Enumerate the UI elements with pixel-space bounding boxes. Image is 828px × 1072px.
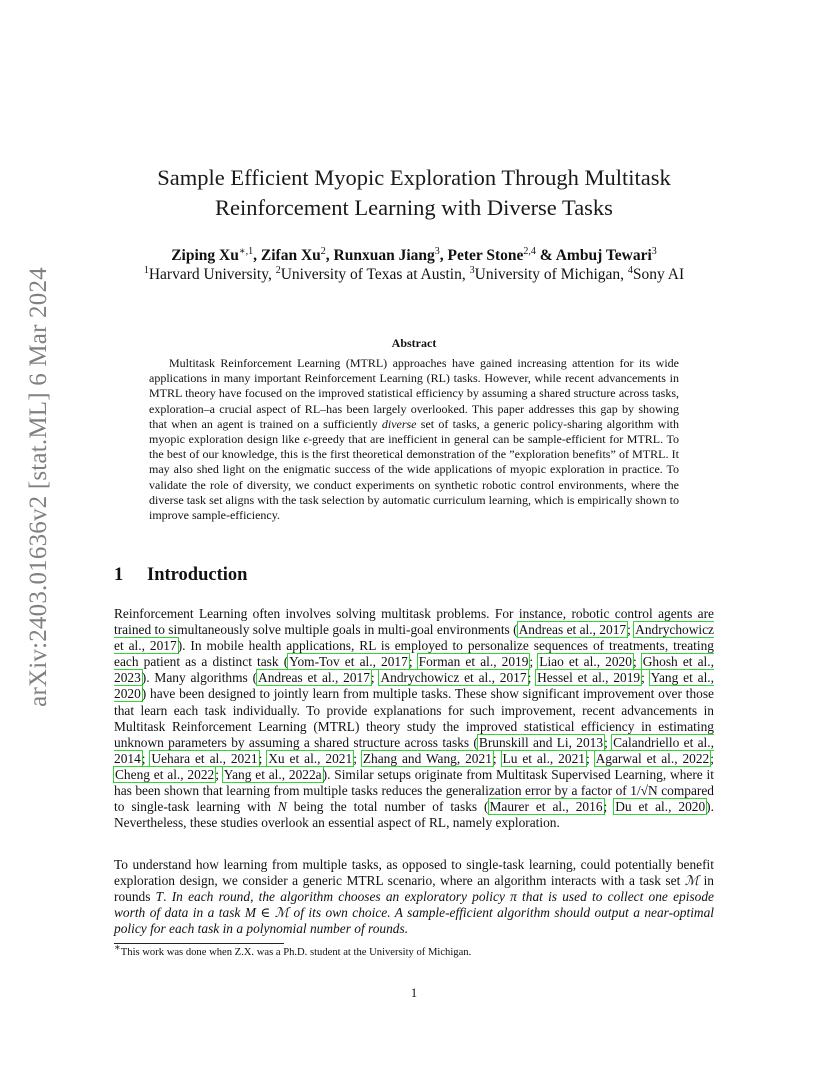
citation-link[interactable]: Yom-Tov et al., 2017	[289, 654, 408, 670]
citation-separator: ;	[632, 654, 642, 670]
citation-separator: ;	[603, 799, 615, 815]
citation-separator: ;	[258, 750, 268, 766]
affiliation-name: Sony AI	[632, 266, 685, 283]
author-affiliation-mark: ∗,1	[238, 245, 254, 257]
page-number: 1	[410, 986, 418, 1000]
math-inline: 1/√N	[630, 783, 658, 799]
author-separator: ,	[253, 247, 261, 264]
author-name: Ambuj Tewari	[555, 247, 652, 264]
citation-link[interactable]: Forman et al., 2019	[418, 654, 529, 670]
abstract-emphasis: diverse	[381, 416, 417, 431]
citation-separator: ;	[353, 750, 362, 766]
body-text: Reinforcement Learning often involves solving multitask problems. For instance, robotic control agents are trained to simultaneously solve multiple goals in multi-goal environments (	[114, 606, 714, 638]
affiliation-name: Harvard University	[148, 266, 268, 283]
intro-paragraph-1	[114, 606, 714, 831]
citation-separator: ;	[585, 750, 595, 766]
citation-link[interactable]: Andrychowicz et al., 2017	[380, 670, 527, 686]
math-inline: ℳ	[684, 873, 700, 889]
abstract-body	[149, 356, 679, 523]
citation-separator: ;	[641, 670, 650, 686]
citation-link[interactable]: Andreas et al., 2017	[258, 670, 370, 686]
citation-link[interactable]: Andreas et al., 2017	[518, 622, 627, 638]
citation-link[interactable]: Calandriello et al., 2014	[114, 734, 714, 766]
arxiv-identifier: arXiv:2403.01636v2 [stat.ML] 6 Mar 2024	[25, 267, 52, 707]
body-text: compared to single-task learning with	[114, 783, 714, 815]
footnote-rule	[114, 943, 284, 944]
section-title: Introduction	[147, 565, 248, 585]
citation-link[interactable]: Andrychowicz et al., 2017	[114, 622, 714, 654]
citation-link[interactable]: Uehara et al., 2021	[151, 750, 258, 766]
abstract-text: set of tasks, a generic policy-sharing algorithm with myopic exploration design like	[149, 416, 679, 447]
body-text: ). Nevertheless, these studies overlook an essential aspect of RL, namely exploration.	[114, 799, 714, 831]
author-affiliation-mark: 2	[320, 245, 326, 257]
body-text: being the total number of tasks (	[286, 799, 489, 815]
affiliation-separator: ,	[461, 266, 470, 283]
body-text: ). Many algorithms (	[141, 670, 258, 686]
citation-link[interactable]: Hessel et al., 2019	[537, 670, 641, 686]
footnote	[114, 942, 472, 958]
affiliation-separator: ,	[620, 266, 628, 283]
citation-link[interactable]: Agarwal et al., 2022	[595, 750, 710, 766]
citation-separator: ;	[408, 654, 418, 670]
body-text: ). In mobile health applications, RL is employed to personalize sequences of treatments, treating each patient as a distinct task (	[114, 638, 714, 670]
author-name: Ziping Xu	[171, 247, 239, 264]
body-text: ) have been designed to jointly learn from multiple tasks. These show significant improvement over those that learn each task individually. To provide explanations for such improvement, recent advancements in Multitask Reinforcement Learning (MTRL) theory study the improved statistical efficiency in estimating unknown parameters by assuming a shared structure across tasks (	[114, 686, 714, 750]
intro-paragraph-2	[114, 857, 714, 937]
citation-separator: ;	[141, 750, 151, 766]
author-separator: ,	[439, 247, 448, 264]
footnote-text: This work was done when Z.X. was a Ph.D. student at the University of Michigan.	[120, 947, 472, 958]
affiliation-separator: ,	[267, 266, 276, 283]
citation-link[interactable]: Yang et al., 2022a	[223, 766, 322, 782]
body-text: .	[163, 889, 172, 905]
citation-link[interactable]: Brunskill and Li, 2013	[478, 734, 604, 750]
abstract-math-epsilon: ϵ	[303, 432, 309, 447]
author-separator: ,	[325, 247, 334, 264]
citation-link[interactable]: Maurer et al., 2016	[489, 799, 603, 815]
citation-link[interactable]: Liao et al., 2020	[539, 654, 632, 670]
abstract-text: -greedy that are inefficient in general can be sample-efficient for MTRL. To the best of our knowledge, this is the first theoretical demonstration of the ”exploration benefits” of MTRL. It may also shed light on the enigmatic success of the wide applications of myopic exploration in practice. To validate the role of diversity, we conduct experiments on synthetic robotic control environments, where the diverse task set aligns with the task selection by automatic curriculum learning, which is empirically shown to improve sample-efficiency.	[149, 432, 679, 523]
citation-separator: ;	[215, 766, 223, 782]
footnote-mark: ∗	[114, 942, 121, 954]
abstract-text: Multitask Reinforcement Learning (MTRL) approaches have gained increasing attention for its wide applications in many important Reinforcement Learning (RL) tasks. However, while recent advancements in MTRL theory have focused on the improved statistical efficiency by assuming a shared structure across tasks, exploration–a crucial aspect of RL–has been largely overlooked. This paper addresses this gap by showing that when an agent is trained on a sufficiently	[149, 356, 679, 431]
citation-link[interactable]: Xu et al., 2021	[268, 750, 353, 766]
citation-separator: ;	[492, 750, 502, 766]
paper-title-line-1: Sample Efficient Myopic Exploration Through Multitask	[157, 165, 671, 190]
citation-link[interactable]: Zhang and Wang, 2021	[362, 750, 492, 766]
author-name: Runxuan Jiang	[333, 247, 435, 264]
body-text: To understand how learning from multiple tasks, as opposed to single-task learning, could potentially benefit exploration design, we consider a generic MTRL scenario, where an algorithm interacts with a task set	[114, 857, 714, 889]
body-text: ). Similar setups originate from Multitask Supervised Learning, where it has been shown that learning from multiple tasks reduces the generalization error by a factor of	[114, 766, 714, 799]
citation-separator: ;	[370, 670, 380, 686]
citation-separator: ;	[529, 654, 539, 670]
citation-link[interactable]: Cheng et al., 2022	[115, 766, 215, 782]
arxiv-sidebar-stamp	[22, 267, 56, 707]
author-separator: &	[535, 247, 556, 264]
author-affiliation-mark: 2,4	[523, 245, 536, 257]
citation-link[interactable]: Ghosh et al., 2023	[114, 654, 714, 686]
citation-link[interactable]: Du et al., 2020	[615, 799, 706, 815]
section-number: 1	[114, 565, 124, 585]
abstract-heading: Abstract	[391, 336, 437, 350]
affiliation-name: University of Michigan	[474, 266, 621, 283]
citation-separator: ;	[627, 622, 635, 638]
affiliation-mark: 1	[143, 264, 149, 276]
citation-link[interactable]: Lu et al., 2021	[502, 750, 585, 766]
section-heading-introduction	[114, 565, 247, 586]
author-affiliation-mark: 3	[434, 245, 440, 257]
italic-definition: In each round, the algorithm chooses an exploratory policy π that is used to collect one episode worth of data in a task M ∈ ℳ of its own choice. A sample-efficient algorithm should output a near-optimal policy for each task in a polynomial number of rounds.	[114, 889, 714, 937]
citation-link[interactable]: Yang et al., 2020	[114, 670, 714, 702]
paper-title-line-2: Reinforcement Learning with Diverse Tasks	[215, 195, 613, 220]
affiliation-mark: 3	[469, 264, 475, 276]
author-name: Peter Stone	[447, 247, 524, 264]
affiliation-name: University of Texas at Austin	[280, 266, 462, 283]
math-inline: N	[277, 799, 287, 815]
body-text: in rounds	[114, 873, 714, 905]
author-affiliation-mark: 3	[651, 245, 657, 257]
math-inline: T	[155, 889, 164, 905]
author-name: Zifan Xu	[260, 247, 321, 264]
affiliation-list	[100, 264, 728, 286]
citation-separator: ;	[527, 670, 537, 686]
paper-title	[114, 163, 714, 223]
citation-separator: ;	[710, 750, 714, 766]
citation-separator: ;	[604, 734, 613, 750]
affiliation-mark: 2	[275, 264, 281, 276]
affiliation-mark: 4	[627, 264, 633, 276]
